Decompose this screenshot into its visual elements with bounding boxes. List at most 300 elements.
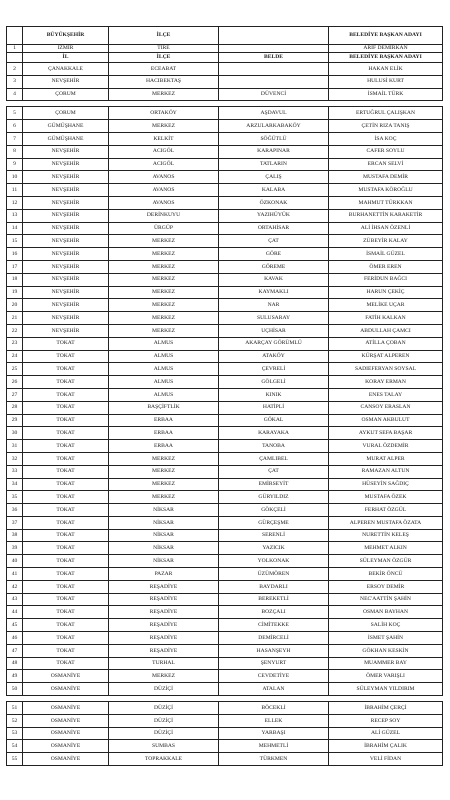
cell-ilce: MERKEZ [109,324,219,337]
table-row [7,504,443,517]
cell-belde: ŞENYURT [219,657,329,670]
cell-aday: RECEP SOY [329,714,443,727]
cell-no: 20 [7,299,23,312]
cell-belde: BEREKETLİ [219,593,329,606]
table-row [7,491,443,504]
cell-belde: HASANŞEYH [219,644,329,657]
cell-no: 24 [7,350,23,363]
cell-il: TOKAT [23,644,109,657]
cell-il: TOKAT [23,632,109,645]
cell-no: 39 [7,542,23,555]
cell-belde: ÜZÜMÖREN [219,568,329,581]
cell-no: 47 [7,644,23,657]
cell-ilce: DÜZİÇİ [109,683,219,696]
table-row [7,107,443,120]
table-row [7,516,443,529]
cell-aday: ÖMER VARIŞLI [329,670,443,683]
cell-il: TOKAT [23,465,109,478]
cell-belde: GÖKAL [219,414,329,427]
cell-no: 35 [7,491,23,504]
header-row-metropolitan [7,27,443,45]
cell-il: NEVŞEHİR [23,75,109,88]
cell-ilce: MERKEZ [109,465,219,478]
cell-il: TOKAT [23,619,109,632]
cell-no: 44 [7,606,23,619]
cell-il: TOKAT [23,580,109,593]
cell-no: 13 [7,209,23,222]
cell-belde: ELLEK [219,714,329,727]
cell-aday: GÖKHAN KESKİN [329,644,443,657]
cell-aday: ATİLLA ÇOBAN [329,337,443,350]
cell-ilce: REŞADİYE [109,619,219,632]
cell-aday: İBRAHİM ÇALIK [329,740,443,753]
cell-il: TOKAT [23,452,109,465]
cell-aday: İSMAİL GÜZEL [329,248,443,261]
cell-il: TOKAT [23,516,109,529]
cell-il: TOKAT [23,529,109,542]
table-row [7,235,443,248]
cell-ilce: MERKEZ [109,491,219,504]
header-no [7,53,23,63]
table-row [7,63,443,76]
cell-ilce: REŞADİYE [109,606,219,619]
cell-no: 5 [7,107,23,120]
cell-ilce: ECEABAT [109,63,219,76]
cell-no: 51 [7,702,23,715]
table-row [7,427,443,440]
cell-ilce: MERKEZ [109,452,219,465]
cell-no: 3 [7,75,23,88]
cell-ilce: TURHAL [109,657,219,670]
table-row [7,727,443,740]
cell-ilce: MERKEZ [109,235,219,248]
cell-aday: MUSTAFA DEMİR [329,171,443,184]
cell-ilce: ERBAA [109,427,219,440]
cell-aday: ALİ İHSAN ÖZENLİ [329,222,443,235]
cell-il: TOKAT [23,657,109,670]
cell-aday: FATİH KALKAN [329,312,443,325]
cell-il: GÜMÜŞHANE [23,120,109,133]
cell-aday: ZÜBEYİR KALAY [329,235,443,248]
cell-il: NEVŞEHİR [23,260,109,273]
cell-no: 22 [7,324,23,337]
cell-belde: KARAYAKA [219,427,329,440]
cell-il: TOKAT [23,606,109,619]
cell-il: TOKAT [23,555,109,568]
cell-aday: ÇETİN RIZA TANIŞ [329,120,443,133]
cell-no: 38 [7,529,23,542]
table-row [7,529,443,542]
cell-belde: ORTAHİSAR [219,222,329,235]
table-row [7,222,443,235]
cell-ilce: ALMUS [109,363,219,376]
cell-ilce: MERKEZ [109,273,219,286]
cell-aday: CANSOY ERASLAN [329,401,443,414]
cell-il: NEVŞEHİR [23,324,109,337]
cell-ilce: ACIGÖL [109,158,219,171]
cell-belde: ÇAT [219,235,329,248]
header-belde [219,27,329,45]
cell-il: ÇANAKKALE [23,63,109,76]
cell-il: ÇORUM [23,107,109,120]
cell-ilce: TOPRAKKALE [109,753,219,766]
cell-no: 43 [7,593,23,606]
cell-ilce: MERKEZ [109,299,219,312]
cell-belde: ÇALIŞ [219,171,329,184]
cell-il: OSMANİYE [23,740,109,753]
cell-belde: TÜRKMEN [219,753,329,766]
cell-no: 2 [7,63,23,76]
cell-belde: SULUSARAY [219,312,329,325]
table-row [7,753,443,766]
cell-ilce: REŞADİYE [109,644,219,657]
cell-ilce: HACIBEKTAŞ [109,75,219,88]
cell-il: NEVŞEHİR [23,248,109,261]
header-ilce: İLÇE [109,27,219,45]
cell-il: NEVŞEHİR [23,273,109,286]
table-row [7,542,443,555]
cell-no: 7 [7,132,23,145]
cell-ilce: DÜZİÇİ [109,702,219,715]
table-row [7,350,443,363]
cell-ilce: MERKEZ [109,286,219,299]
table-row [7,260,443,273]
cell-aday: ERCAN SELVİ [329,158,443,171]
cell-il: TOKAT [23,376,109,389]
cell-no: 21 [7,312,23,325]
cell-aday: KÜRŞAT ALPEREN [329,350,443,363]
cell-belde: BÖCEKLİ [219,702,329,715]
cell-no: 31 [7,440,23,453]
table-row [7,209,443,222]
cell-belde: ATALAN [219,683,329,696]
header-belde: BELDE [219,53,329,63]
cell-no: 37 [7,516,23,529]
cell-aday: HULUSİ KURT [329,75,443,88]
cell-no: 32 [7,452,23,465]
cell-ilce: MERKEZ [109,670,219,683]
cell-il: TOKAT [23,568,109,581]
table-row [7,145,443,158]
cell-il: NEVŞEHİR [23,235,109,248]
table-row [7,401,443,414]
cell-aday: BEKİR ÖNCÜ [329,568,443,581]
cell-belde: KINIK [219,388,329,401]
cell-belde: KALABA [219,184,329,197]
cell-belde: KAVAK [219,273,329,286]
cell-belde [219,45,329,53]
cell-aday: HAKAN ELİK [329,63,443,76]
table-row [7,740,443,753]
table-row [7,657,443,670]
cell-il: NEVŞEHİR [23,222,109,235]
cell-il: NEVŞEHİR [23,184,109,197]
table-row [7,580,443,593]
cell-ilce: ERBAA [109,440,219,453]
cell-aday: İSMAİL TÜRK [329,88,443,101]
cell-aday: SADIEFERYAN SOYSAL [329,363,443,376]
cell-belde [219,75,329,88]
cell-ilce: MERKEZ [109,478,219,491]
cell-il: TOKAT [23,363,109,376]
cell-aday: MUAMMER BAY [329,657,443,670]
cell-no: 49 [7,670,23,683]
cell-il: GÜMÜŞHANE [23,132,109,145]
cell-no: 29 [7,414,23,427]
cell-ilce: MERKEZ [109,120,219,133]
cell-ilce: ALMUS [109,376,219,389]
cell-belde: CEVDETİYE [219,670,329,683]
cell-belde: SÖĞÜTLÜ [219,132,329,145]
table-row [7,248,443,261]
cell-aday: NEC'AATTİN ŞAHİN [329,593,443,606]
cell-no: 41 [7,568,23,581]
cell-aday: MEHMET ALKIN [329,542,443,555]
cell-belde: ÇEVRELİ [219,363,329,376]
table-row [7,440,443,453]
cell-ilce: AVANOS [109,184,219,197]
cell-aday: FERHAT ÖZGÜL [329,504,443,517]
table-row [7,299,443,312]
cell-belde: TANOBA [219,440,329,453]
cell-il: OSMANİYE [23,714,109,727]
cell-ilce: DÜZİÇİ [109,727,219,740]
cell-no: 12 [7,196,23,209]
cell-no: 17 [7,260,23,273]
cell-no: 45 [7,619,23,632]
cell-belde: AŞDAVUL [219,107,329,120]
cell-belde: HATİPLİ [219,401,329,414]
cell-aday: AYKUT SEFA BAŞAR [329,427,443,440]
table-row [7,632,443,645]
cell-no: 36 [7,504,23,517]
cell-no: 55 [7,753,23,766]
cell-no: 28 [7,401,23,414]
cell-ilce: MERKEZ [109,312,219,325]
cell-ilce: KELKİT [109,132,219,145]
table-row [7,88,443,101]
cell-il: NEVŞEHİR [23,158,109,171]
cell-belde: KARAPINAR [219,145,329,158]
header-aday: BELEDİYE BAŞKAN ADAYI [329,27,443,45]
cell-belde: DEMİRCELİ [219,632,329,645]
cell-ilce: ALMUS [109,350,219,363]
cell-belde: GÖLGELİ [219,376,329,389]
cell-no: 19 [7,286,23,299]
cell-ilce: ÜRGÜP [109,222,219,235]
cell-il: TOKAT [23,542,109,555]
cell-il: TOKAT [23,440,109,453]
cell-ilce: ERBAA [109,414,219,427]
table-row [7,702,443,715]
table-row [7,644,443,657]
cell-no: 6 [7,120,23,133]
cell-aday: MURAT ALPER [329,452,443,465]
cell-no: 1 [7,45,23,53]
cell-belde: SERENLİ [219,529,329,542]
cell-il: TOKAT [23,350,109,363]
cell-ilce: ALMUS [109,337,219,350]
table-row [7,478,443,491]
cell-belde: ATAKÖY [219,350,329,363]
table-row [7,414,443,427]
cell-il: TOKAT [23,491,109,504]
cell-belde: ARZULARKABAKÖY [219,120,329,133]
cell-aday: OSMAN AKBULUT [329,414,443,427]
cell-aday: İSA KOÇ [329,132,443,145]
cell-no: 8 [7,145,23,158]
cell-il: NEVŞEHİR [23,145,109,158]
cell-no: 11 [7,184,23,197]
cell-no: 15 [7,235,23,248]
cell-ilce: DÜZİÇİ [109,714,219,727]
cell-no: 48 [7,657,23,670]
cell-aday: SÜLEYMAN YILDIRIM [329,683,443,696]
cell-il: NEVŞEHİR [23,286,109,299]
cell-ilce: NİKSAR [109,555,219,568]
cell-ilce: PAZAR [109,568,219,581]
cell-ilce: MERKEZ [109,88,219,101]
cell-il: NEVŞEHİR [23,209,109,222]
cell-belde: KAYMAKLI [219,286,329,299]
cell-belde: BOZÇALI [219,606,329,619]
header-aday: BELEDİYE BAŞKAN ADAYI [329,53,443,63]
cell-belde: GÖKÇELİ [219,504,329,517]
cell-aday: ALİ GÜZEL [329,727,443,740]
cell-aday: FERİDUN BAĞCI [329,273,443,286]
table-row [7,171,443,184]
cell-aday: HÜSEYİN SAĞDIÇ [329,478,443,491]
candidate-list-document [6,26,443,766]
cell-il: TOKAT [23,478,109,491]
cell-aday: HARUN ÇEKİÇ [329,286,443,299]
cell-belde: UÇHİSAR [219,324,329,337]
cell-belde: AKARÇAY GÖRÜMLÜ [219,337,329,350]
cell-belde: YOLKONAK [219,555,329,568]
cell-belde: GÜRYILDIZ [219,491,329,504]
cell-aday: KORAY ERMAN [329,376,443,389]
cell-belde: NAR [219,299,329,312]
cell-il: NEVŞEHİR [23,171,109,184]
cell-il: TOKAT [23,388,109,401]
cell-no: 27 [7,388,23,401]
cell-no: 14 [7,222,23,235]
table-row [7,555,443,568]
cell-aday: MUSTAFA KÖROĞLU [329,184,443,197]
cell-belde: ÖZKONAK [219,196,329,209]
cell-no: 4 [7,88,23,101]
cell-no: 16 [7,248,23,261]
cell-ilce: REŞADİYE [109,632,219,645]
cell-ilce: ACIGÖL [109,145,219,158]
table-row [7,273,443,286]
header-row-province [7,53,443,63]
header-buyuksehir: BÜYÜKŞEHİR [23,27,109,45]
table-row [7,120,443,133]
table-row [7,324,443,337]
cell-aday: ABDULLAH ÇAMCI [329,324,443,337]
cell-no: 42 [7,580,23,593]
cell-belde: TATLARIN [219,158,329,171]
cell-il: TOKAT [23,593,109,606]
table-row [7,593,443,606]
cell-belde: ÇAMLIBEL [219,452,329,465]
cell-il: OSMANİYE [23,702,109,715]
cell-aday: ERSOY DEMİR [329,580,443,593]
cell-il: TOKAT [23,337,109,350]
cell-aday: MELİKE UÇAR [329,299,443,312]
cell-ilce: NİKSAR [109,516,219,529]
cell-no: 10 [7,171,23,184]
cell-buyuksehir: İZMİR [23,45,109,53]
cell-il: NEVŞEHİR [23,312,109,325]
cell-no: 33 [7,465,23,478]
cell-aday: İBRAHİM ÇERÇİ [329,702,443,715]
cell-belde: MEHMETLİ [219,740,329,753]
table-row [7,465,443,478]
cell-ilce: ORTAKÖY [109,107,219,120]
table-row [7,184,443,197]
cell-no: 34 [7,478,23,491]
cell-ilce: NİKSAR [109,542,219,555]
table-row [7,452,443,465]
cell-ilce: TİRE [109,45,219,53]
cell-aday: BURHANETTİN KARAKETİR [329,209,443,222]
cell-aday: OSMAN BAYHAN [329,606,443,619]
cell-aday: VELİ FİDAN [329,753,443,766]
cell-ilce: SUMBAS [109,740,219,753]
cell-no: 9 [7,158,23,171]
table-row [7,158,443,171]
table-row [7,619,443,632]
cell-il: TOKAT [23,427,109,440]
cell-belde: GÖREME [219,260,329,273]
cell-ilce: REŞADİYE [109,580,219,593]
table-row [7,568,443,581]
header-ilce: İLÇE [109,53,219,63]
cell-il: OSMANİYE [23,670,109,683]
table-row [7,45,443,53]
cell-no: 50 [7,683,23,696]
cell-il: NEVŞEHİR [23,299,109,312]
cell-aday: MUSTAFA ÖZEK [329,491,443,504]
cell-no: 54 [7,740,23,753]
cell-ilce: BAŞÇİFTLİK [109,401,219,414]
cell-ilce: NİKSAR [109,529,219,542]
candidate-table [6,26,443,766]
cell-ilce: NİKSAR [109,504,219,517]
cell-ilce: REŞADİYE [109,593,219,606]
cell-belde: YAZICIK [219,542,329,555]
cell-belde: CİMİTEKKE [219,619,329,632]
cell-no: 46 [7,632,23,645]
cell-no: 26 [7,376,23,389]
cell-aday: ERTUĞRUL ÇALIŞKAN [329,107,443,120]
cell-ilce: AVANOS [109,196,219,209]
cell-belde: DÜVENCİ [219,88,329,101]
table-row [7,683,443,696]
cell-belde: BAYDARLI [219,580,329,593]
cell-ilce: MERKEZ [109,260,219,273]
cell-il: TOKAT [23,401,109,414]
table-row [7,286,443,299]
cell-no: 40 [7,555,23,568]
cell-belde: ÇAT [219,465,329,478]
cell-ilce: AVANOS [109,171,219,184]
cell-belde [219,63,329,76]
cell-aday: NURETTİN KELEŞ [329,529,443,542]
cell-il: OSMANİYE [23,683,109,696]
